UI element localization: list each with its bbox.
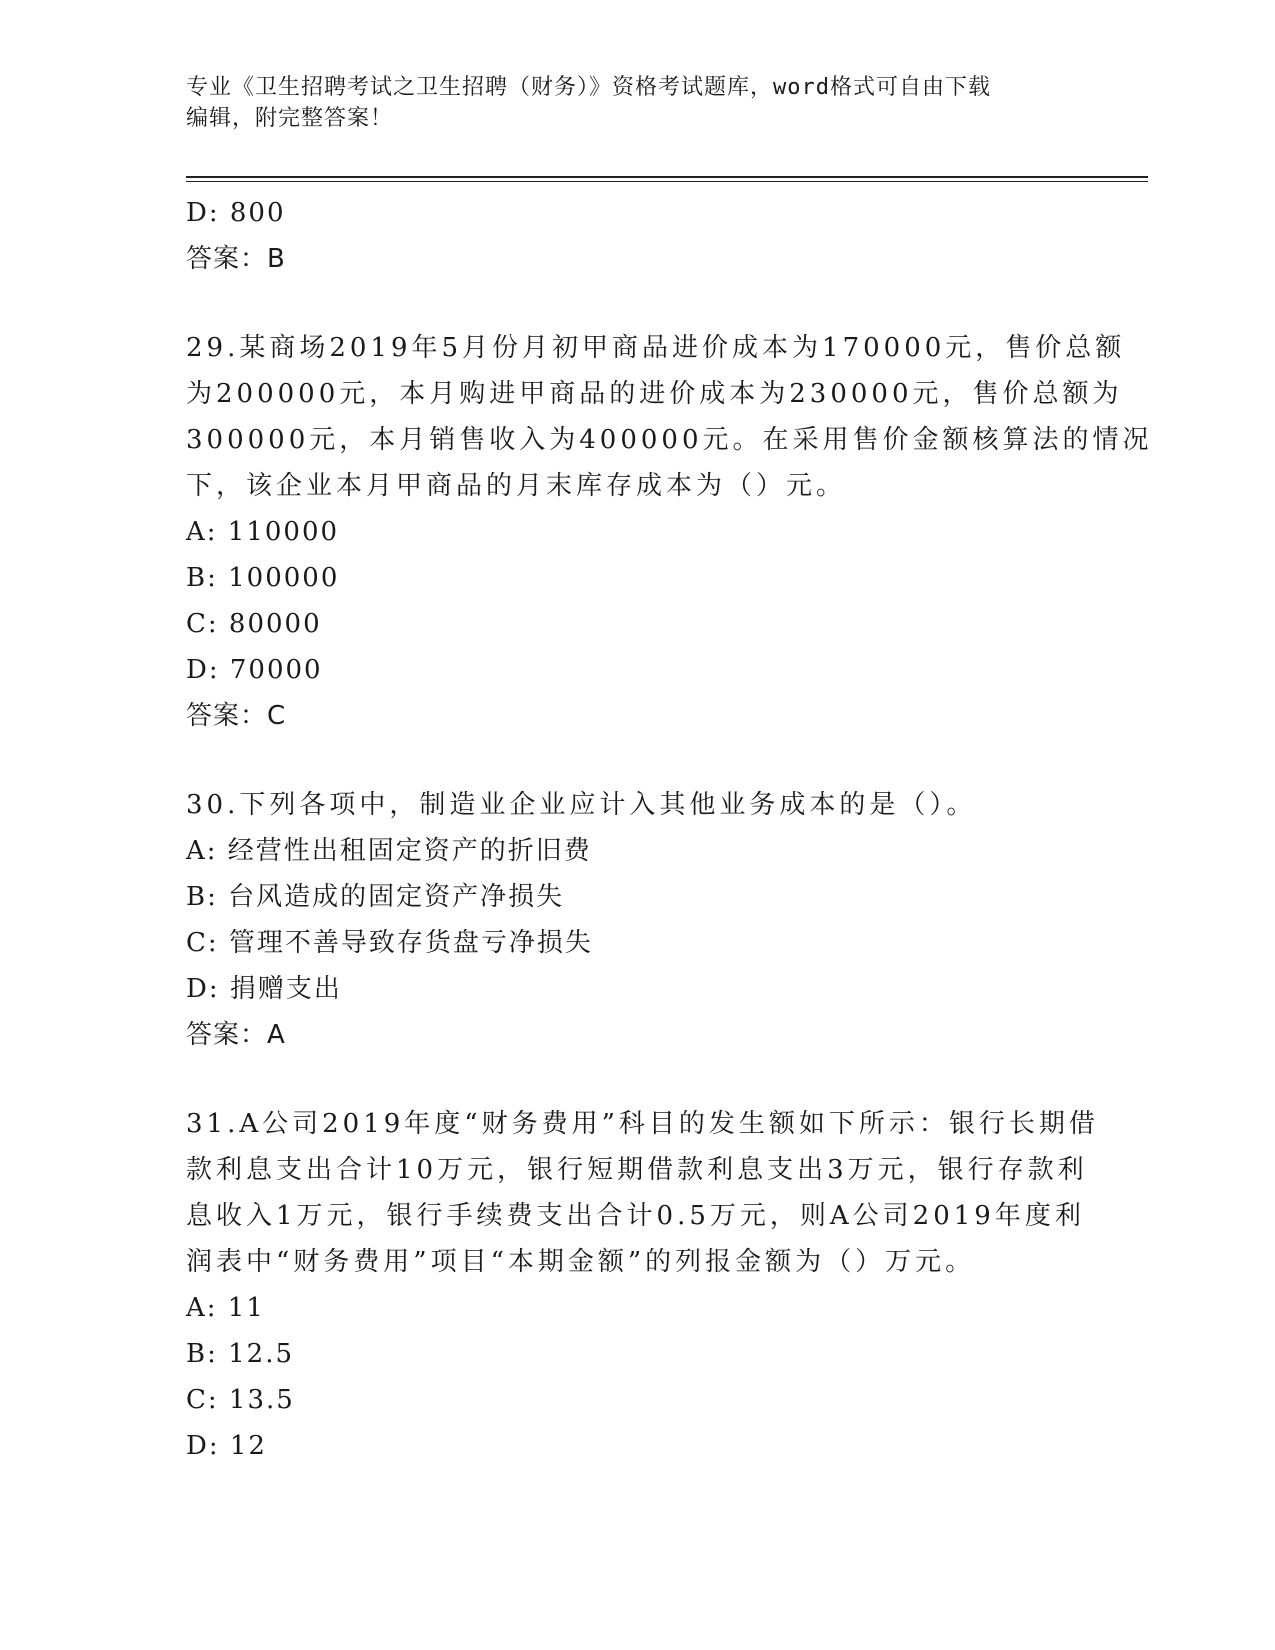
option-a: A: 110000 (186, 517, 340, 547)
header-line-1: 专业《卫生招聘考试之卫生招聘（财务）》资格考试题库，word格式可自由下载 (186, 75, 991, 100)
option-c: C: 管理不善导致存货盘亏净损失 (186, 928, 593, 958)
question-text-line: 息收入1万元，银行手续费支出合计0.5万元，则A公司2019年度利 (186, 1201, 1085, 1231)
question-30 (186, 782, 1086, 1058)
question-text-line: 31.A公司2019年度“财务费用”科目的发生额如下所示：银行长期借 (186, 1109, 1099, 1139)
option-d: D: 12 (186, 1431, 267, 1461)
option-c: C: 80000 (186, 609, 322, 639)
question-text-line: 为200000元，本月购进甲商品的进价成本为230000元，售价总额为 (186, 379, 1123, 409)
option-a: A: 11 (186, 1293, 265, 1323)
header-line-2: 编辑，附完整答案！ (186, 106, 394, 131)
header-rule-thin (186, 181, 1148, 182)
answer: 答案：A (186, 1020, 286, 1050)
question-text-line: 款利息支出合计10万元，银行短期借款利息支出3万元，银行存款利 (186, 1155, 1088, 1185)
answer: 答案：B (186, 244, 286, 274)
option-a: A: 经营性出租固定资产的折旧费 (186, 836, 592, 866)
question-31 (186, 1101, 1099, 1469)
question-text-line: 300000元，本月销售收入为400000元。在采用售价金额核算法的情况 (186, 425, 1153, 455)
option-d: D: 70000 (186, 655, 323, 685)
question-text-line: 29.某商场2019年5月份月初甲商品进价成本为170000元，售价总额 (186, 333, 1126, 363)
option-b: B: 12.5 (186, 1339, 295, 1369)
question-content (186, 190, 1153, 1469)
header-rule-thick (186, 176, 1148, 178)
previous-question-tail (186, 190, 1086, 282)
option-b: B: 100000 (186, 563, 340, 593)
document-header (186, 72, 1066, 134)
question-text-line: 下，该企业本月甲商品的月末库存成本为（）元。 (186, 471, 847, 501)
question-29 (186, 325, 1153, 739)
option-c: C: 13.5 (186, 1385, 295, 1415)
option-d: D: 捐赠支出 (186, 974, 342, 1004)
answer: 答案：C (186, 701, 287, 731)
question-text-line: 30.下列各项中，制造业企业应计入其他业务成本的是（）。 (186, 790, 977, 820)
option-b: B: 台风造成的固定资产净损失 (186, 882, 565, 912)
option-d: D: 800 (186, 198, 286, 228)
question-text-line: 润表中“财务费用”项目“本期金额”的列报金额为（）万元。 (186, 1247, 976, 1277)
